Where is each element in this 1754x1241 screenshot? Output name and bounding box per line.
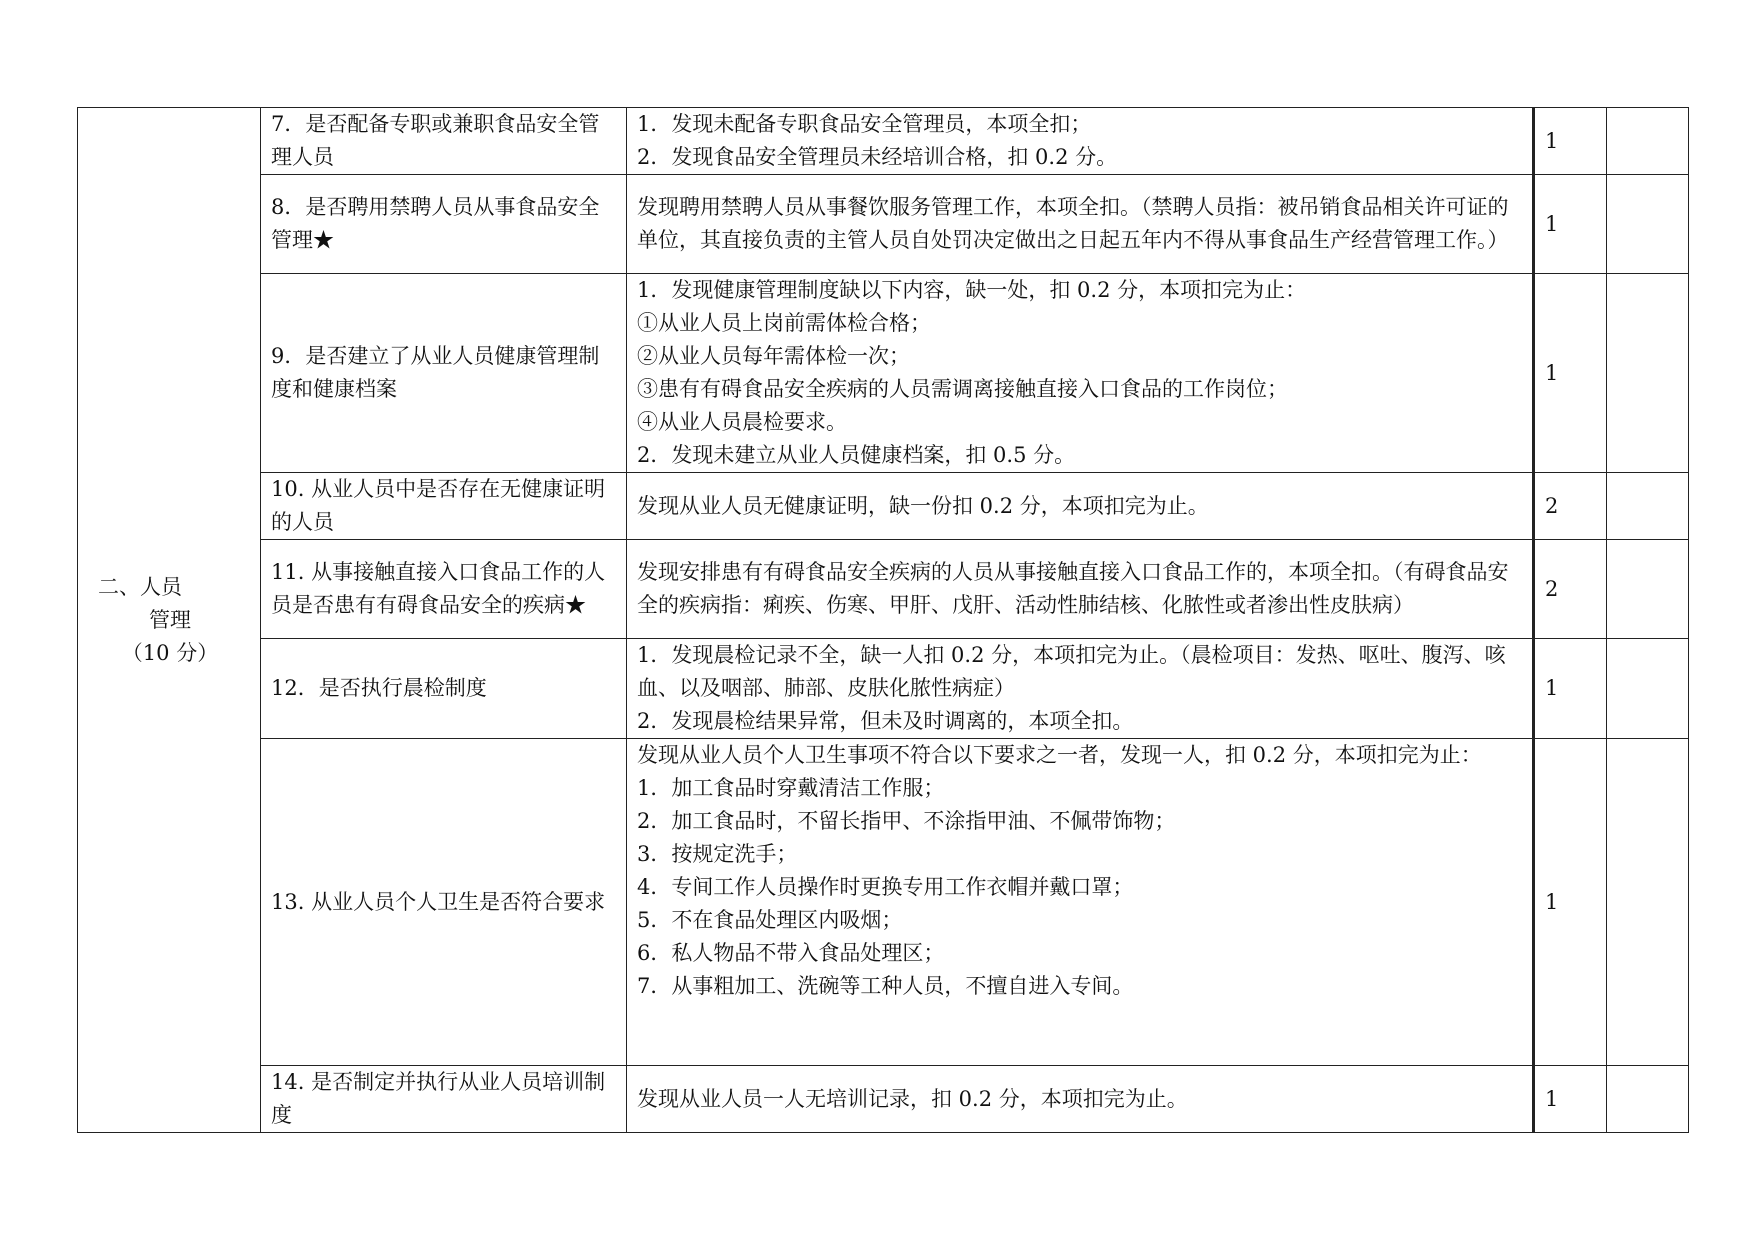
criteria-line: 1．加工食品时穿戴清洁工作服；: [637, 776, 945, 800]
criteria-line: ①从业人员上岗前需体检合格；: [637, 311, 931, 335]
table-row: [78, 540, 1689, 639]
blank-cell: [1607, 108, 1689, 175]
blank-cell: [1607, 473, 1689, 540]
item-cell: 11. 从事接触直接入口食品工作的人员是否患有有碍食品安全的疾病★: [261, 540, 627, 639]
criteria-line: 1．发现健康管理制度缺以下内容，缺一处，扣 0.2 分，本项扣完为止：: [637, 278, 1307, 302]
criteria-line: 2．发现食品安全管理员未经培训合格，扣 0.2 分。: [637, 145, 1118, 169]
criteria-line: 3．按规定洗手；: [637, 842, 798, 866]
blank-cell: [1607, 274, 1689, 473]
item-cell: 14. 是否制定并执行从业人员培训制度: [261, 1066, 627, 1133]
score-cell: 1: [1534, 274, 1607, 473]
score-cell: 1: [1534, 1066, 1607, 1133]
criteria-line: 2．发现晨检结果异常，但未及时调离的，本项全扣。: [637, 709, 1134, 733]
criteria-cell: [627, 739, 1534, 1066]
criteria-line: 发现安排患有有碍食品安全疾病的人员从事接触直接入口食品工作的，本项全扣。（有碍食品安全的疾病指：痢疾、伤寒、甲肝、戊肝、活动性肺结核、化脓性或者渗出性皮肤病）: [637, 560, 1509, 617]
criteria-line: 6．私人物品不带入食品处理区；: [637, 941, 945, 965]
item-cell: 13. 从业人员个人卫生是否符合要求: [261, 739, 627, 1066]
item-cell: 12．是否执行晨检制度: [261, 639, 627, 739]
blank-cell: [1607, 739, 1689, 1066]
table-row: [78, 274, 1689, 473]
blank-cell: [1607, 540, 1689, 639]
table-row: [78, 739, 1689, 1066]
item-cell: 7．是否配备专职或兼职食品安全管理人员: [261, 108, 627, 175]
criteria-line: ③患有有碍食品安全疾病的人员需调离接触直接入口食品的工作岗位；: [637, 377, 1288, 401]
criteria-line: 发现从业人员一人无培训记录，扣 0.2 分，本项扣完为止。: [637, 1086, 1188, 1111]
score-cell: 1: [1534, 639, 1607, 739]
criteria-cell: [627, 1066, 1534, 1133]
blank-cell: [1607, 1066, 1689, 1133]
category-line-3: （10 分）: [121, 640, 219, 665]
table-row: [78, 473, 1689, 540]
score-cell: 2: [1534, 540, 1607, 639]
blank-cell: [1607, 639, 1689, 739]
item-cell: 8．是否聘用禁聘人员从事食品安全管理★: [261, 175, 627, 274]
criteria-line: ④从业人员晨检要求。: [637, 410, 847, 434]
criteria-line: 7．从事粗加工、洗碗等工种人员，不擅自进入专间。: [637, 974, 1134, 998]
score-cell: 1: [1534, 108, 1607, 175]
criteria-cell: [627, 540, 1534, 639]
table-row: [78, 175, 1689, 274]
category-cell: [78, 108, 261, 1133]
inspection-table: [77, 107, 1689, 1133]
criteria-cell: [627, 639, 1534, 739]
criteria-line: ②从业人员每年需体检一次；: [637, 344, 910, 368]
item-cell: 9．是否建立了从业人员健康管理制度和健康档案: [261, 274, 627, 473]
score-cell: 1: [1534, 739, 1607, 1066]
criteria-line: 2．发现未建立从业人员健康档案，扣 0.5 分。: [637, 443, 1076, 467]
table-row: [78, 639, 1689, 739]
score-cell: 2: [1534, 473, 1607, 540]
criteria-line: 发现聘用禁聘人员从事餐饮服务管理工作，本项全扣。（禁聘人员指：被吊销食品相关许可证的单位，其直接负责的主管人员自处罚决定做出之日起五年内不得从事食品生产经营管理工作。）: [637, 195, 1509, 252]
criteria-line: 发现从业人员个人卫生事项不符合以下要求之一者，发现一人，扣 0.2 分，本项扣完为止：: [637, 743, 1482, 767]
criteria-line: 4．专间工作人员操作时更换专用工作衣帽并戴口罩；: [637, 875, 1134, 899]
category-line-2: 管理: [149, 607, 191, 632]
criteria-cell: [627, 108, 1534, 175]
criteria-cell: [627, 473, 1534, 540]
table-row: [78, 1066, 1689, 1133]
criteria-line: 1．发现未配备专职食品安全管理员，本项全扣；: [637, 112, 1092, 136]
blank-cell: [1607, 175, 1689, 274]
criteria-line: 1．发现晨检记录不全，缺一人扣 0.2 分，本项扣完为止。（晨检项目：发热、呕吐、腹泻、咳血、以及咽部、肺部、皮肤化脓性病症）: [637, 643, 1506, 700]
criteria-cell: [627, 274, 1534, 473]
score-cell: 1: [1534, 175, 1607, 274]
criteria-line: 发现从业人员无健康证明，缺一份扣 0.2 分，本项扣完为止。: [637, 493, 1209, 518]
criteria-line: 2．加工食品时，不留长指甲、不涂指甲油、不佩带饰物；: [637, 809, 1176, 833]
criteria-line: 5．不在食品处理区内吸烟；: [637, 908, 903, 932]
criteria-cell: [627, 175, 1534, 274]
table-row: [78, 108, 1689, 175]
item-cell: 10. 从业人员中是否存在无健康证明的人员: [261, 473, 627, 540]
category-line-1: 二、人员: [98, 574, 182, 599]
